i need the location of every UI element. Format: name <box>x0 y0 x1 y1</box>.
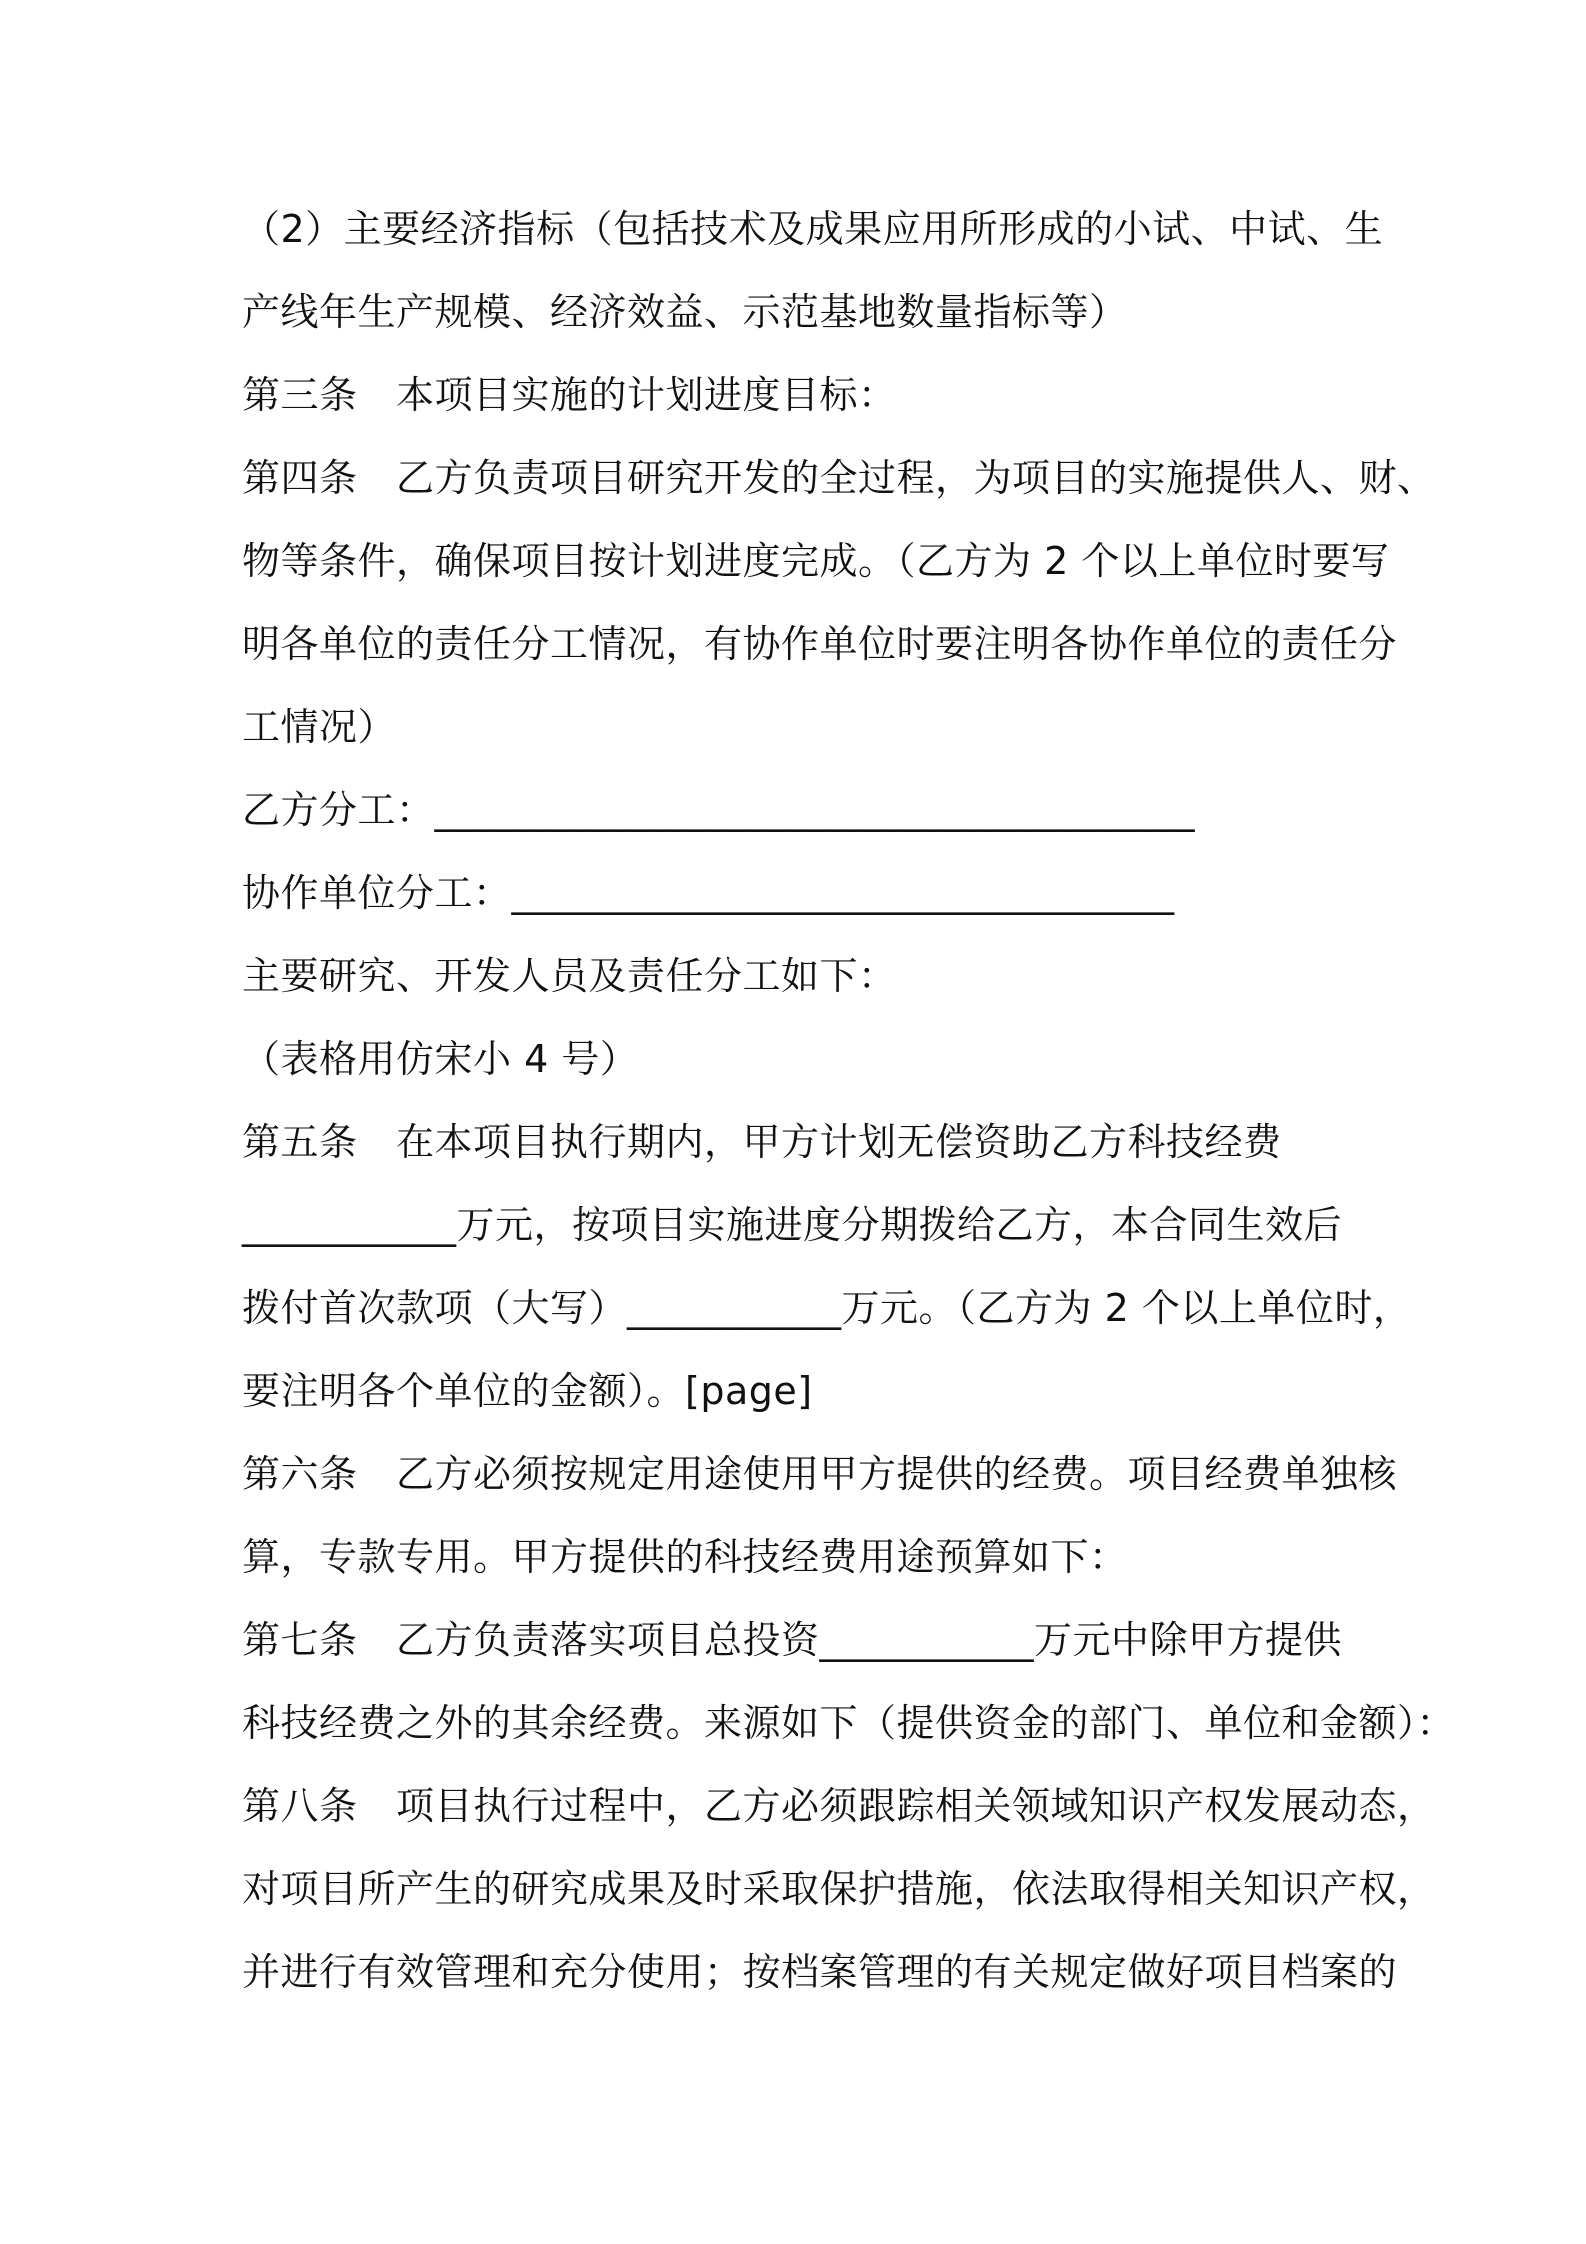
text-line-party-b-division: 乙方分工：_______________________________________ <box>242 788 1196 832</box>
text-line-article-7-1: 第七条 乙方负责落实项目总投资___________万元中除甲方提供 <box>242 1618 1343 1662</box>
text-line-article-6-1: 第六条 乙方必须按规定用途使用甲方提供的经费。项目经费单独核 <box>242 1452 1398 1496</box>
text-line-cooperating-unit-division: 协作单位分工：__________________________________ <box>242 871 1175 915</box>
text-line-article-4-2: 物等条件，确保项目按计划进度完成。（乙方为 2 个以上单位时要写 <box>242 539 1390 583</box>
text-line-article-7-2: 科技经费之外的其余经费。来源如下（提供资金的部门、单位和金额）： <box>242 1701 1456 1745</box>
text-line-article-5-3: 拨付首次款项（大写）___________万元。（乙方为 2 个以上单位时， <box>242 1286 1412 1330</box>
text-line-article-8-2: 对项目所产生的研究成果及时采取保护措施，依法取得相关知识产权， <box>242 1867 1436 1911</box>
text-line-main-personnel: 主要研究、开发人员及责任分工如下： <box>242 954 897 998</box>
text-line-article-5-2: ___________万元，按项目实施进度分期拨给乙方，本合同生效后 <box>242 1203 1343 1247</box>
text-line-article-4-4: 工情况） <box>242 705 397 749</box>
text-line-article-4-1: 第四条 乙方负责项目研究开发的全过程，为项目的实施提供人、财、 <box>242 456 1436 500</box>
text-line-article-5-4: 要注明各个单位的金额）。[page] <box>242 1369 813 1413</box>
text-line-article-4-3: 明各单位的责任分工情况，有协作单位时要注明各协作单位的责任分 <box>242 622 1398 666</box>
text-line-article-3: 第三条 本项目实施的计划进度目标： <box>242 373 897 417</box>
text-line-article-8-1: 第八条 项目执行过程中，乙方必须跟踪相关领域知识产权发展动态， <box>242 1784 1436 1828</box>
text-line-table-note: （表格用仿宋小 4 号） <box>242 1037 639 1081</box>
text-line-article-8-3: 并进行有效管理和充分使用；按档案管理的有关规定做好项目档案的 <box>242 1950 1398 1994</box>
document-body <box>242 188 1456 2014</box>
text-line-article-6-2: 算，专款专用。甲方提供的科技经费用途预算如下： <box>242 1535 1128 1579</box>
text-line-economic-indicators-2: 产线年生产规模、经济效益、示范基地数量指标等） <box>242 290 1128 334</box>
text-line-article-5-1: 第五条 在本项目执行期内，甲方计划无偿资助乙方科技经费 <box>242 1120 1282 1164</box>
text-line-economic-indicators-1: （2）主要经济指标（包括技术及成果应用所形成的小试、中试、生 <box>242 207 1384 251</box>
